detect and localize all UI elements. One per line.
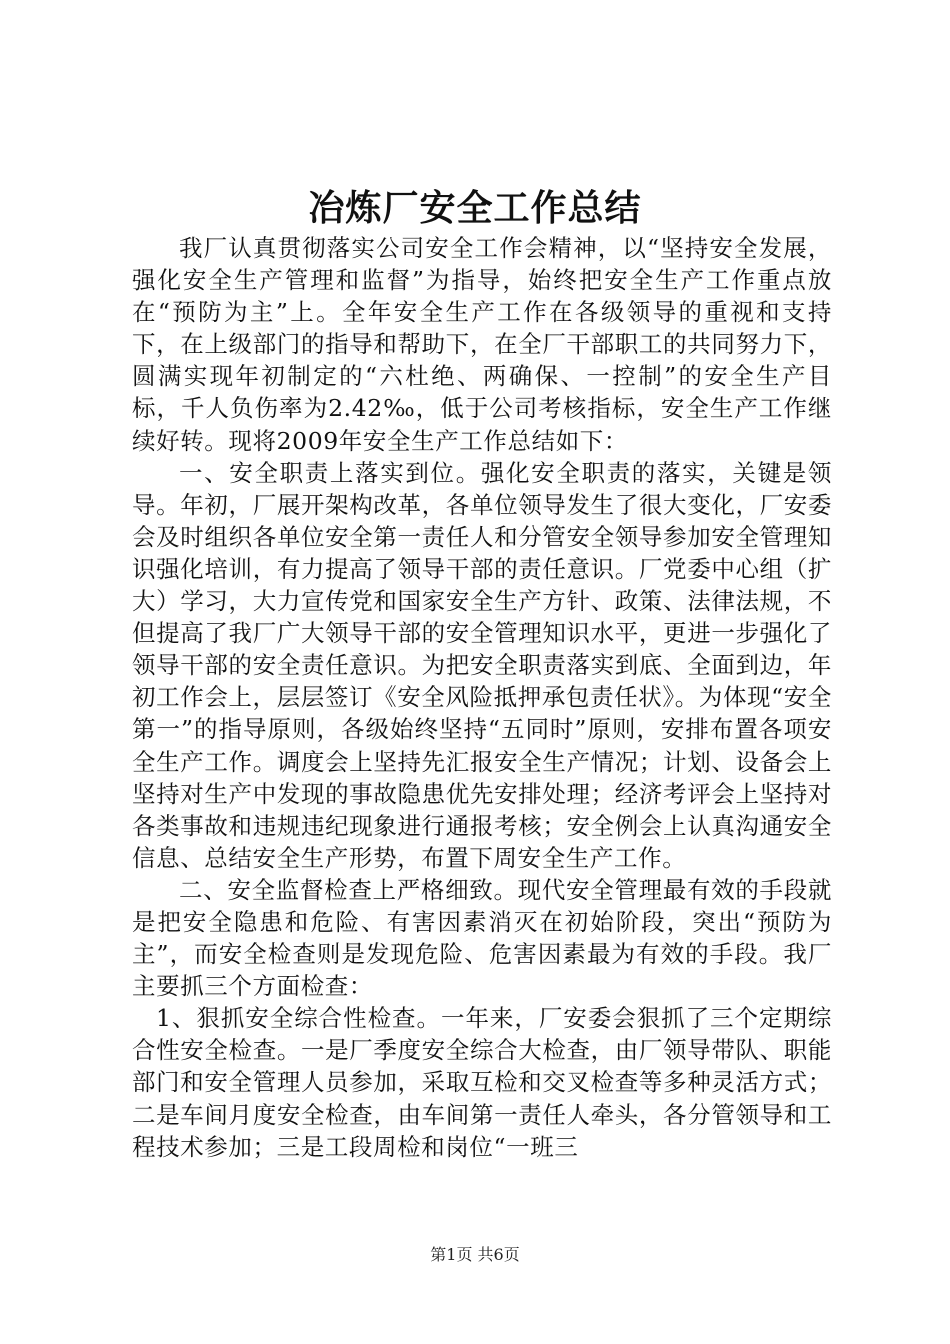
paragraph-item-1: 1、狠抓安全综合性检查。一年来，厂安委会狠抓了三个定期综合性安全检查。一是厂季度安全综合大检查，由厂领导带队、职能部门和安全管理人员参加，采取互检和交叉检查等多种灵活方式；二是车间月度安全检查，由车间第一责任人牵头，各分管领导和工程技术参加；三是工段周检和岗位“一班三 [132,1004,832,1161]
paragraph-intro: 我厂认真贯彻落实公司安全工作会精神，以“坚持安全发展，强化安全生产管理和监督”为指导，始终把安全生产工作重点放在“预防为主”上。全年安全生产工作在各级领导的重视和支持下，在上级部门的指导和帮助下，在全厂干部职工的共同努力下，圆满实现年初制定的“六杜绝、两确保、一控制”的安全生产目标，千人负伤率为2.42‰，低于公司考核指标，安全生产工作继续好转。现将2009年安全生产工作总结如下： [132,234,832,455]
page-footer: 第1页 共6页 [430,1245,520,1264]
paragraph-section-1: 一、安全职责上落实到位。强化安全职责的落实，关键是领导。年初，厂展开架构改革，各单位领导发生了很大变化，厂安委会及时组织各单位安全第一责任人和分管安全领导参加安全管理知识强化培训，有力提高了领导干部的责任意识。厂党委中心组（扩大）学习，大力宣传党和国家安全生产方针、政策、法律法规，不但提高了我厂广大领导干部的安全管理知识水平，更进一步强化了领导干部的安全责任意识。为把安全职责落实到底、全面到边，年初工作会上，层层签订《安全风险抵押承包责任状》。为体现“安全第一”的指导原则，各级始终坚持“五同时”原则，安排布置各项安全生产工作。调度会上坚持先汇报安全生产情况；计划、设备会上坚持对生产中发现的事故隐患优先安排处理；经济考评会上坚持对各类事故和违规违纪现象进行通报考核；安全例会上认真沟通安全信息、总结安全生产形势，布置下周安全生产工作。 [132,458,832,872]
paragraph-section-2: 二、安全监督检查上严格细致。现代安全管理最有效的手段就是把安全隐患和危险、有害因素消灭在初始阶段，突出“预防为主”，而安全检查则是发现危险、危害因素最为有效的手段。我厂主要抓三个方面检查： [132,875,832,1001]
document-body [132,232,832,1163]
document-title: 冶炼厂安全工作总结 [308,187,642,229]
